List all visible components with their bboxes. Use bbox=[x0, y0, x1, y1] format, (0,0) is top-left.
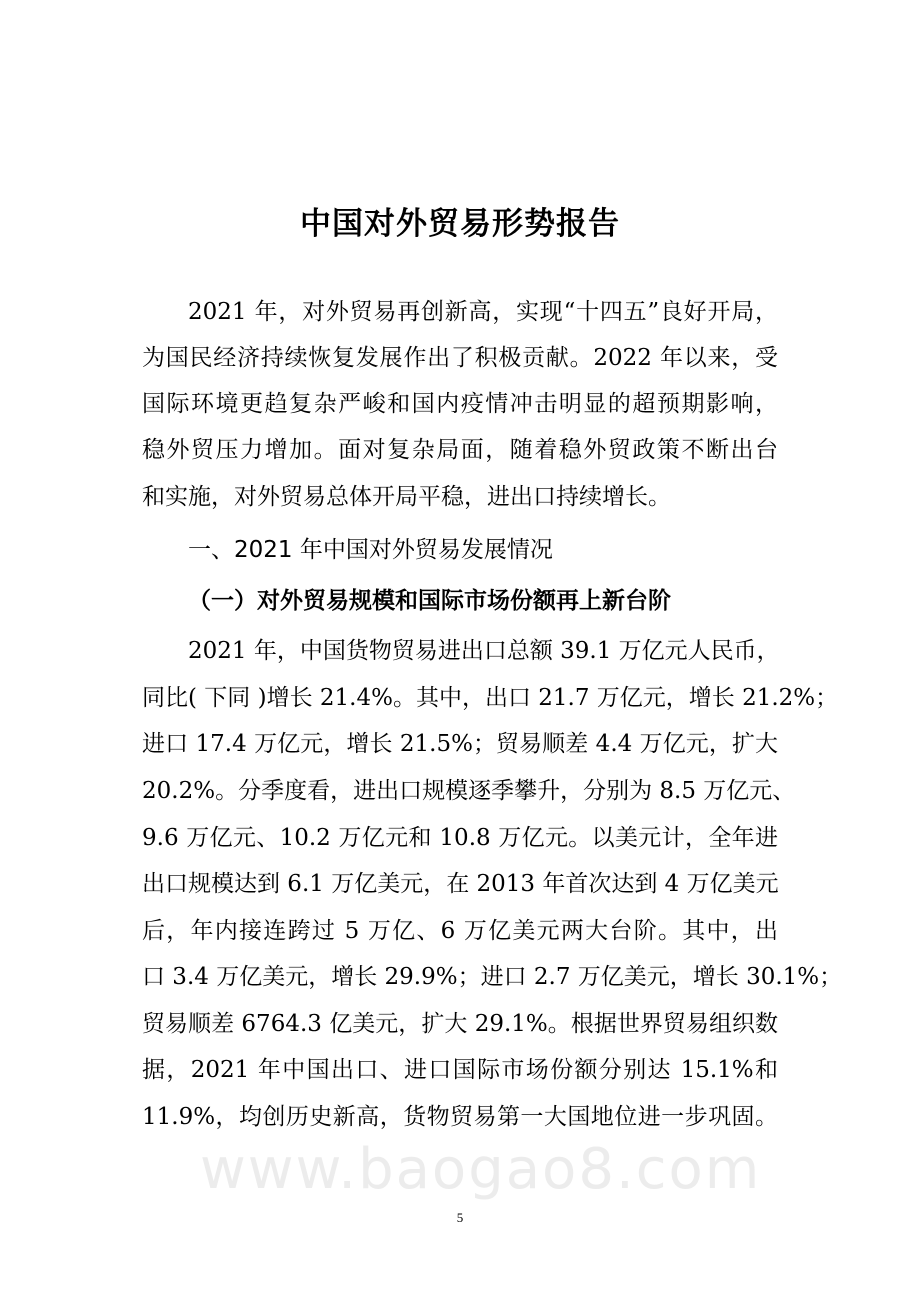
paragraph-line: 进口 17.4 万亿元，增长 21.5%；贸易顺差 4.4 万亿元，扩大 bbox=[142, 731, 778, 757]
paragraph-line: 和实施，对外贸易总体开局平稳，进出口持续增长。 bbox=[142, 484, 671, 510]
paragraph-line: 国际环境更趋复杂严峻和国内疫情冲击明显的超预期影响， bbox=[142, 391, 778, 417]
paragraph-line: 贸易顺差 6764.3 亿美元，扩大 29.1%。根据世界贸易组织数 bbox=[142, 1011, 778, 1037]
paragraph-line: 为国民经济持续恢复发展作出了积极贡献。2022 年以来，受 bbox=[142, 345, 778, 371]
section-heading: 一、2021 年中国对外贸易发展情况 bbox=[188, 537, 553, 563]
watermark: www.baogao8.com bbox=[200, 1137, 762, 1202]
paragraph-line: 稳外贸压力增加。面对复杂局面，随着稳外贸政策不断出台 bbox=[142, 437, 778, 463]
paragraph-line: 2021 年，中国货物贸易进出口总额 39.1 万亿元人民币， bbox=[188, 638, 780, 664]
paragraph-line: 同比( 下同 )增长 21.4%。其中，出口 21.7 万亿元，增长 21.2%； bbox=[142, 685, 839, 711]
paragraph-line: 11.9%，均创历史新高，货物贸易第一大国地位进一步巩固。 bbox=[142, 1104, 778, 1130]
paragraph-line: 2021 年，对外贸易再创新高，实现“十四五”良好开局， bbox=[188, 299, 778, 325]
document-title: 中国对外贸易形势报告 bbox=[300, 206, 620, 242]
paragraph-line: 口 3.4 万亿美元，增长 29.9%；进口 2.7 万亿美元，增长 30.1%； bbox=[142, 964, 843, 990]
paragraph-line: 9.6 万亿元、10.2 万亿元和 10.8 万亿元。以美元计，全年进 bbox=[142, 825, 778, 851]
subsection-heading: （一）对外贸易规模和国际市场份额再上新台阶 bbox=[188, 588, 671, 614]
paragraph-line: 后，年内接连跨过 5 万亿、6 万亿美元两大台阶。其中，出 bbox=[142, 918, 778, 944]
paragraph-line: 据，2021 年中国出口、进口国际市场份额分别达 15.1%和 bbox=[142, 1057, 778, 1083]
page-number: 5 bbox=[456, 1210, 464, 1225]
paragraph-line: 20.2%。分季度看，进出口规模逐季攀升，分别为 8.5 万亿元、 bbox=[142, 778, 796, 804]
paragraph-line: 出口规模达到 6.1 万亿美元，在 2013 年首次达到 4 万亿美元 bbox=[142, 871, 779, 897]
